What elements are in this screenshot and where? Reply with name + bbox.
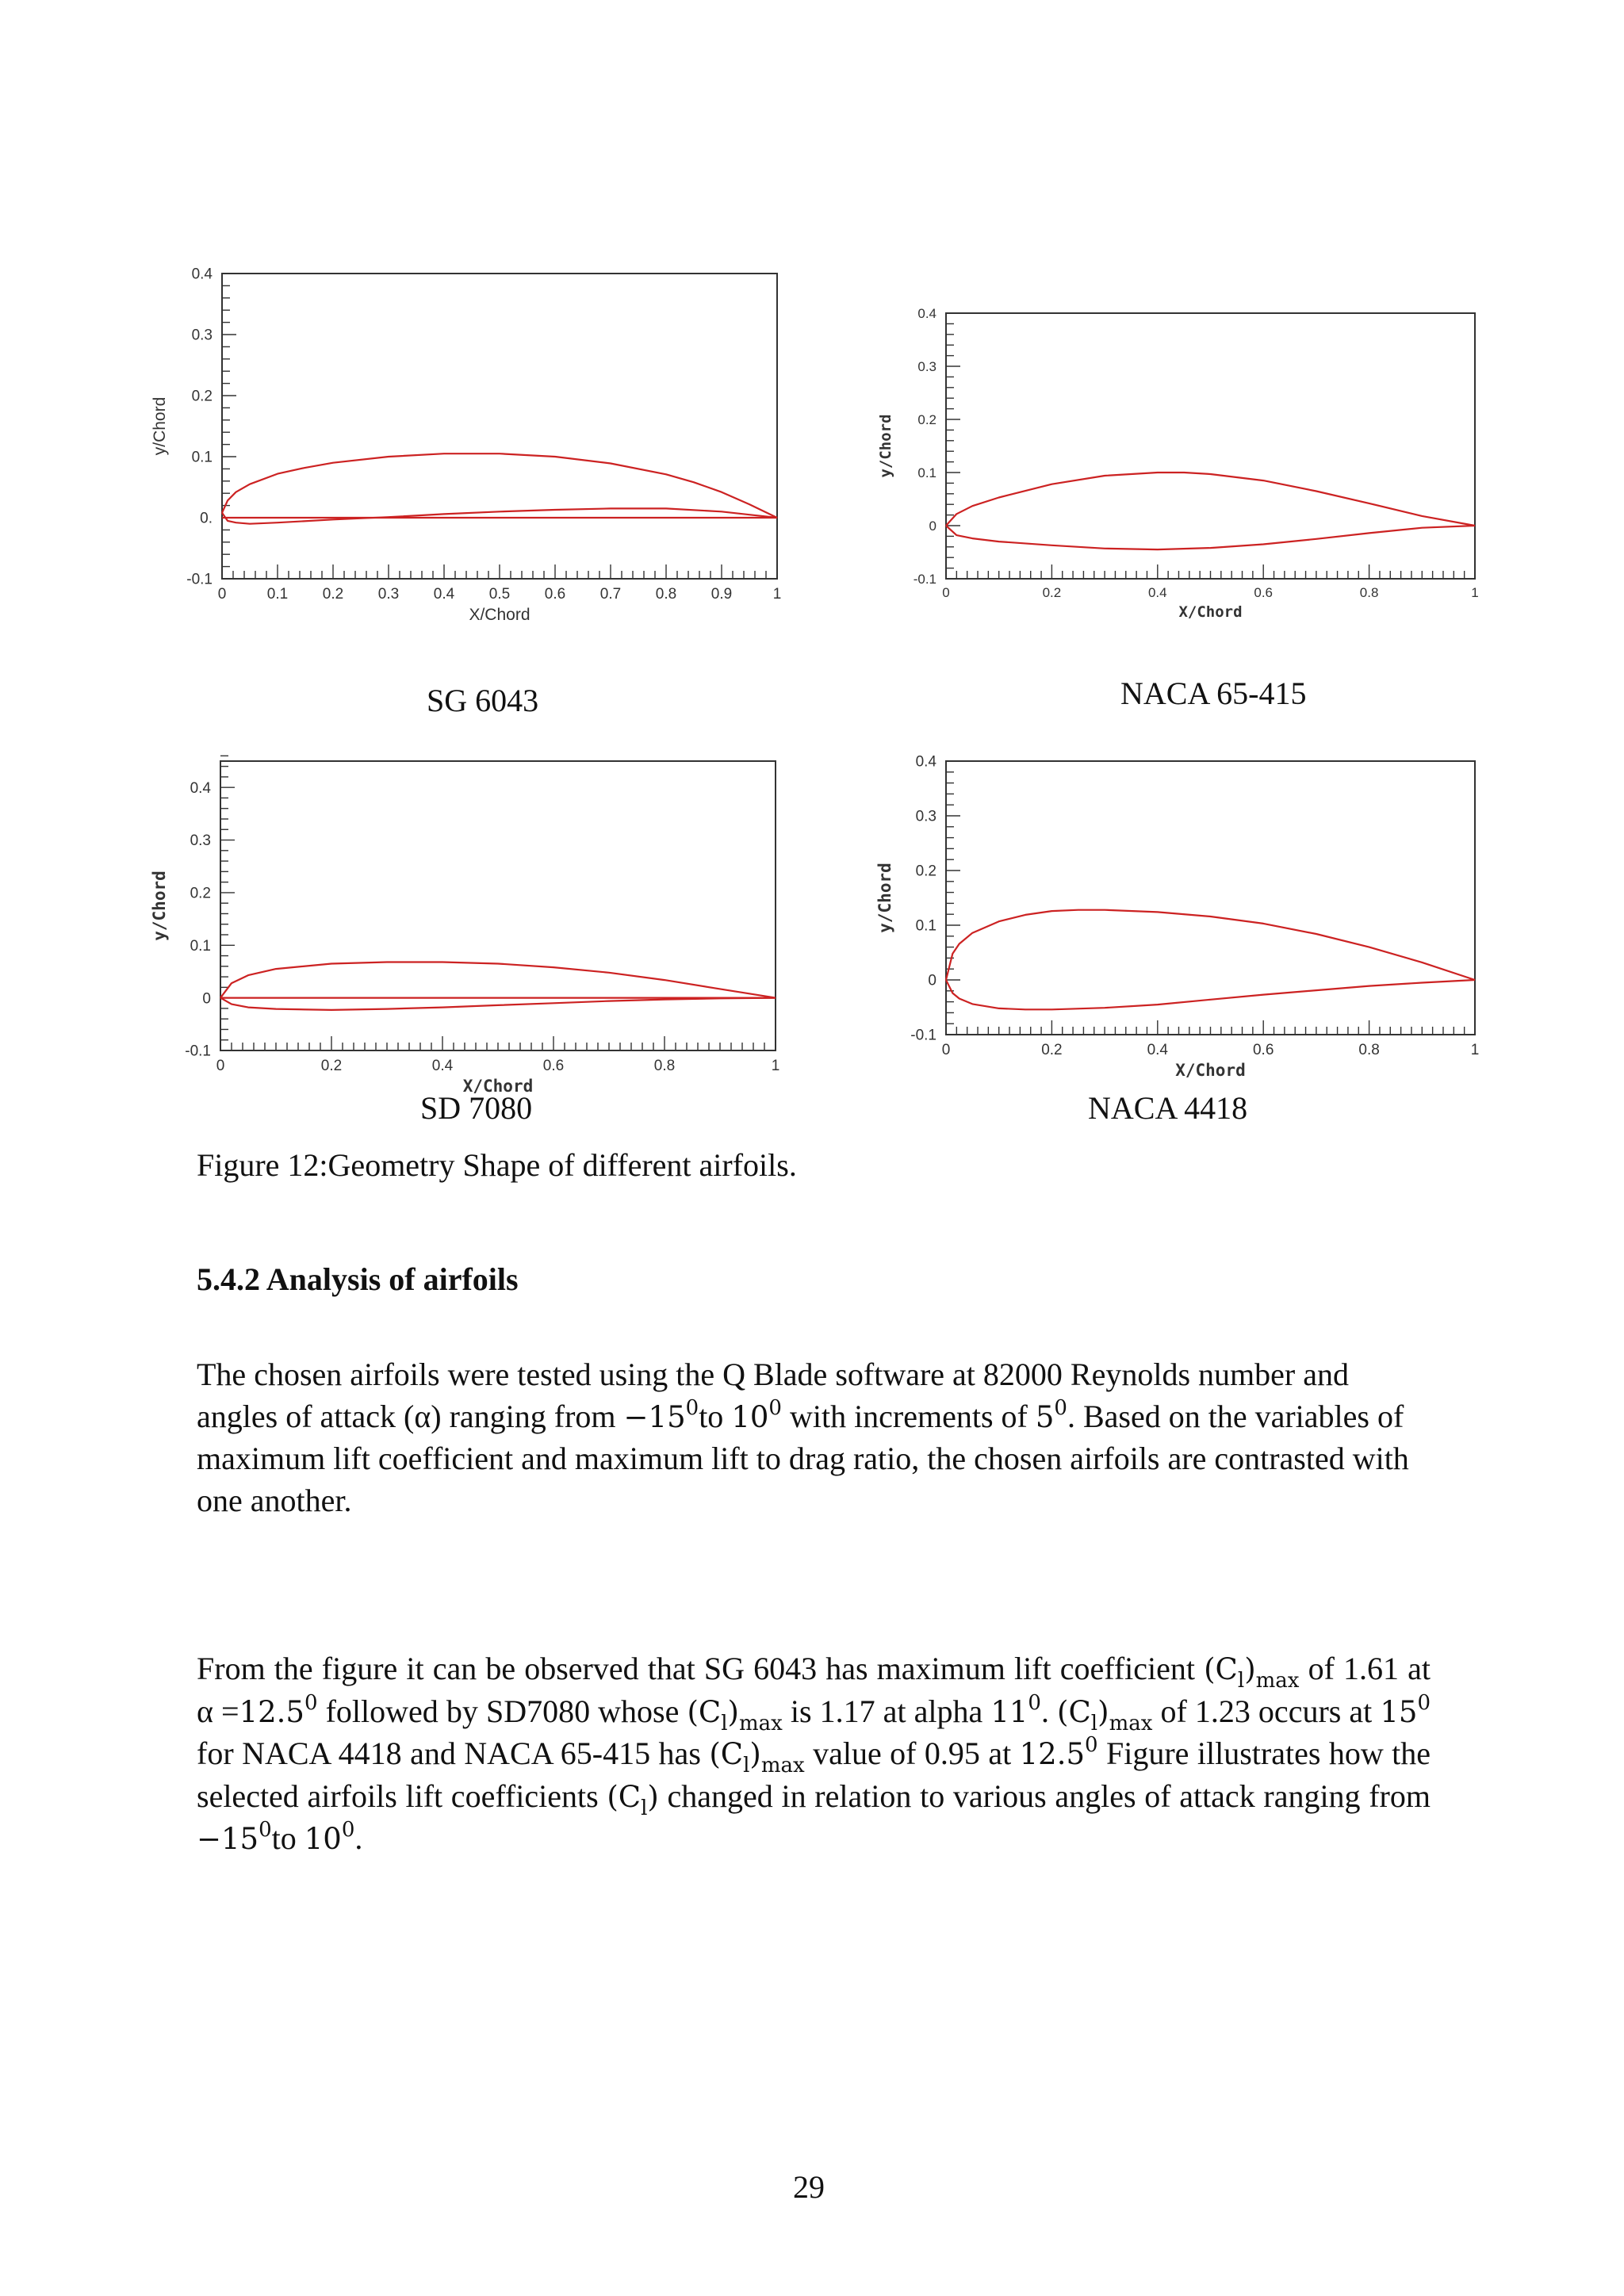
- x-tick-label: 0.5: [488, 586, 511, 603]
- y-tick-label: 0.4: [915, 753, 936, 771]
- airfoil-curve-1: [220, 998, 776, 1010]
- airfoil-curve-0: [946, 910, 1475, 980]
- x-tick-label: 0.4: [433, 586, 455, 603]
- x-tick-label: 1: [1471, 585, 1479, 600]
- plot-frame: [220, 761, 776, 1050]
- x-axis-label: X/Chord: [1178, 603, 1243, 621]
- x-tick-label: 1: [1470, 1042, 1480, 1058]
- plot-frame: [946, 761, 1475, 1035]
- x-tick-label: 0.4: [1147, 1042, 1169, 1058]
- x-tick-label: 0.3: [377, 586, 400, 603]
- y-axis-label: y/Chord: [150, 871, 169, 941]
- x-axis-label: X/Chord: [1175, 1061, 1246, 1080]
- x-tick-label: 0.8: [655, 586, 677, 603]
- y-tick-label: 0.2: [191, 388, 213, 405]
- plot-frame: [946, 313, 1475, 579]
- y-tick-label: -0.1: [185, 1043, 211, 1060]
- y-tick-label: 0.: [200, 510, 213, 527]
- naca4418-airfoil-chart: [876, 745, 1495, 1102]
- x-tick-label: 0.4: [1147, 585, 1167, 600]
- plot-area: [150, 756, 779, 1096]
- label-sg6043: SG 6043: [427, 683, 539, 718]
- sd7080-airfoil-chart: [151, 749, 809, 1106]
- x-tick-label: 0.6: [1252, 1042, 1274, 1058]
- y-tick-label: 0.2: [917, 411, 936, 427]
- x-tick-label: 0.8: [1359, 585, 1379, 600]
- y-tick-label: 0.1: [917, 465, 936, 480]
- label-naca65-415: NACA 65-415: [1120, 675, 1307, 711]
- y-tick-label: 0.3: [191, 327, 213, 344]
- x-axis-label: X/Chord: [469, 606, 530, 624]
- label-sd7080: SD 7080: [420, 1090, 533, 1126]
- airfoil-curve-0: [222, 453, 777, 518]
- y-tick-label: 0.1: [191, 449, 213, 466]
- x-tick-label: 0: [942, 585, 950, 600]
- y-tick-label: 0.2: [190, 885, 211, 902]
- x-tick-label: 0.9: [710, 586, 733, 603]
- y-tick-label: 0.4: [190, 779, 211, 797]
- y-tick-label: -0.1: [913, 571, 936, 587]
- x-tick-label: 0.2: [1042, 585, 1062, 600]
- y-axis-label: y/Chord: [151, 396, 169, 456]
- x-tick-label: 0.8: [653, 1058, 676, 1074]
- sg6043-airfoil-chart: [151, 254, 809, 634]
- plot-frame: [222, 274, 777, 579]
- x-tick-label: 0.6: [542, 1058, 565, 1074]
- x-tick-label: 1: [772, 586, 782, 603]
- y-tick-label: 0.3: [190, 832, 211, 850]
- x-tick-label: 0.1: [266, 586, 289, 603]
- airfoil-curve-1: [222, 508, 777, 523]
- paragraph-results: From the figure it can be observed that SG 6043 has maximum lift coefficient $(C_l)_{max}$ of 1.61 at $\alpha =12.5^0$ followed by SD7080 whose $(C_l)_{max}$ is 1.17 at alpha $11^0$. $(C_l)_{max}$ of 1.23 occurs at $15^0$ for NACA 4418 and NACA 65-415 has $(C_l)_{max}$ value of 0.95 at 12.5$^0$ Figure illustrates how the selected airfoils lift coefficients $(C_l)$ changed in relation to various angles of attack ranging from $-15^0to$ $10^0$.: [197, 1651, 1431, 1856]
- x-tick-label: 0.7: [599, 586, 622, 603]
- x-tick-label: 0.2: [1041, 1042, 1063, 1058]
- y-tick-label: 0.3: [917, 358, 936, 374]
- naca65-415-airfoil-chart: [876, 297, 1495, 630]
- plot-area: [875, 754, 1479, 1080]
- airfoil-curve-0: [220, 962, 776, 998]
- y-tick-label: -0.1: [910, 1027, 936, 1044]
- y-tick-label: 0.1: [915, 917, 936, 935]
- y-axis-label: y/Chord: [877, 414, 894, 478]
- section-heading: 5.4.2 Analysis of airfoils: [197, 1261, 519, 1297]
- y-tick-label: 0.4: [917, 305, 936, 321]
- x-tick-label: 0.6: [544, 586, 566, 603]
- airfoil-curve-1: [946, 980, 1475, 1009]
- x-tick-label: 0.2: [320, 1058, 343, 1074]
- y-tick-label: 0.3: [915, 808, 936, 825]
- plot-area: [151, 266, 781, 624]
- x-tick-label: 0: [941, 1042, 951, 1058]
- y-tick-label: 0.4: [191, 266, 213, 283]
- figure-caption: Figure 12:Geometry Shape of different airfoils.: [197, 1147, 797, 1183]
- x-tick-label: 0.2: [322, 586, 344, 603]
- y-tick-label: 0.1: [190, 937, 211, 955]
- y-axis-label: y/Chord: [875, 863, 894, 933]
- y-tick-label: 0: [928, 972, 936, 989]
- x-tick-label: 0.8: [1358, 1042, 1380, 1058]
- x-tick-label: 0.4: [431, 1058, 454, 1074]
- y-tick-label: 0: [202, 990, 211, 1008]
- x-tick-label: 0: [216, 1058, 225, 1074]
- y-tick-label: -0.1: [186, 571, 213, 588]
- plot-area: [877, 306, 1479, 621]
- x-tick-label: 0.6: [1254, 585, 1274, 600]
- y-tick-label: 0: [929, 518, 936, 534]
- y-tick-label: 0.2: [915, 863, 936, 880]
- page-number: 29: [793, 2169, 825, 2205]
- x-tick-label: 0: [217, 586, 227, 603]
- airfoil-curve-1: [946, 526, 1475, 549]
- label-naca4418: NACA 4418: [1088, 1090, 1248, 1126]
- x-axis-label: X/Chord: [462, 1077, 534, 1096]
- paragraph-intro: The chosen airfoils were tested using the Q Blade software at 82000 Reynolds number and angles of attack (α) ranging from $-15^0to$ $10^0$ with increments of $5^0$. Based on the variables of maximum lift coefficient and maximum lift to drag ratio, the chosen airfoils are contrasted with one another.: [197, 1357, 1409, 1518]
- x-tick-label: 1: [771, 1058, 780, 1074]
- airfoil-curve-0: [946, 473, 1475, 526]
